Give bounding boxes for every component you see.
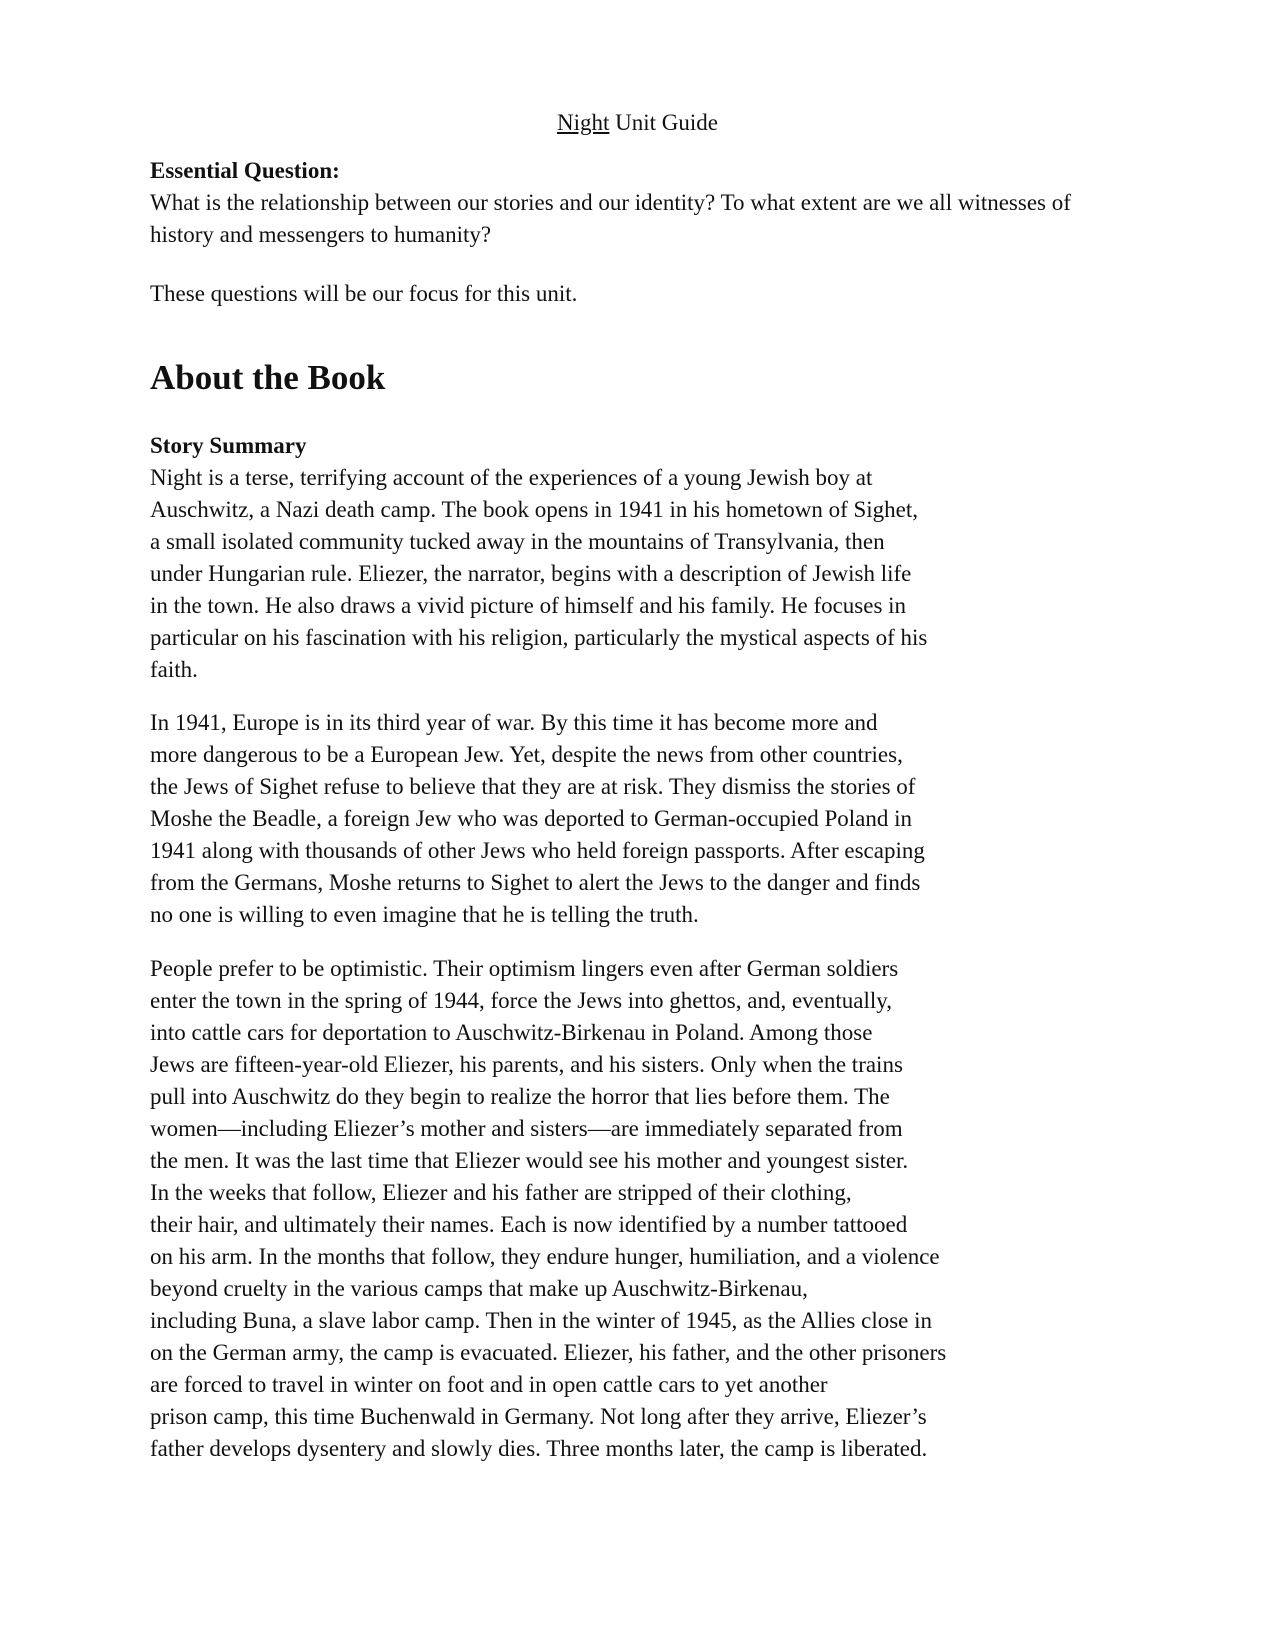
paragraph-line: the Jews of Sighet refuse to believe that they are at risk. They dismiss the stories of xyxy=(150,774,916,799)
paragraph-line: father develops dysentery and slowly dies. Three months later, the camp is liberated. xyxy=(150,1436,928,1461)
essential-question-label: Essential Question: xyxy=(150,158,340,183)
paragraph-line: are forced to travel in winter on foot and in open cattle cars to yet another xyxy=(150,1372,828,1397)
summary-paragraph-2 xyxy=(150,707,925,931)
paragraph-line: Jews are fifteen-year-old Eliezer, his parents, and his sisters. Only when the trains xyxy=(150,1052,903,1077)
paragraph-line: a small isolated community tucked away in the mountains of Transylvania, then xyxy=(150,529,885,554)
paragraph-line: on his arm. In the months that follow, they endure hunger, humiliation, and a violence xyxy=(150,1244,940,1269)
story-summary-section xyxy=(150,430,927,686)
paragraph-line: the men. It was the last time that Eliezer would see his mother and youngest sister. xyxy=(150,1148,909,1173)
paragraph-line: particular on his fascination with his religion, particularly the mystical aspects of his xyxy=(150,625,928,650)
paragraph-line: People prefer to be optimistic. Their optimism lingers even after German soldiers xyxy=(150,956,899,981)
paragraph-line: In the weeks that follow, Eliezer and his father are stripped of their clothing, xyxy=(150,1180,852,1205)
paragraph-line: no one is willing to even imagine that he is telling the truth. xyxy=(150,902,699,927)
paragraph-line: their hair, and ultimately their names. Each is now identified by a number tattooed xyxy=(150,1212,908,1237)
paragraph-line: beyond cruelty in the various camps that make up Auschwitz-Birkenau, xyxy=(150,1276,808,1301)
title-book-name: Night xyxy=(557,110,610,135)
title-rest: Unit Guide xyxy=(609,110,718,135)
essential-question-section xyxy=(150,155,1071,251)
paragraph-line: In 1941, Europe is in its third year of war. By this time it has become more and xyxy=(150,710,878,735)
paragraph-line: Moshe the Beadle, a foreign Jew who was deported to German-occupied Poland in xyxy=(150,806,912,831)
essential-question-line: What is the relationship between our stories and our identity? To what extent are we all witnesses of xyxy=(150,190,1071,215)
essential-question-line: history and messengers to humanity? xyxy=(150,222,492,247)
paragraph-line: faith. xyxy=(150,657,198,682)
focus-note-text: These questions will be our focus for this unit. xyxy=(150,281,578,306)
paragraph-line: into cattle cars for deportation to Auschwitz-Birkenau in Poland. Among those xyxy=(150,1020,873,1045)
summary-paragraph-3 xyxy=(150,953,946,1465)
summary-paragraph-1 xyxy=(150,462,927,686)
page-title xyxy=(0,108,1275,138)
paragraph-line: in the town. He also draws a vivid picture of himself and his family. He focuses in xyxy=(150,593,907,618)
paragraph-line: Night is a terse, terrifying account of the experiences of a young Jewish boy at xyxy=(150,465,873,490)
paragraph-line: from the Germans, Moshe returns to Sighet to alert the Jews to the danger and finds xyxy=(150,870,921,895)
paragraph-line: women—including Eliezer’s mother and sisters—are immediately separated from xyxy=(150,1116,903,1141)
paragraph-line: prison camp, this time Buchenwald in Germany. Not long after they arrive, Eliezer’s xyxy=(150,1404,927,1429)
story-summary-label: Story Summary xyxy=(150,433,307,458)
paragraph-line: including Buna, a slave labor camp. Then in the winter of 1945, as the Allies close in xyxy=(150,1308,933,1333)
paragraph-line: pull into Auschwitz do they begin to realize the horror that lies before them. The xyxy=(150,1084,890,1109)
paragraph-line: under Hungarian rule. Eliezer, the narrator, begins with a description of Jewish life xyxy=(150,561,912,586)
paragraph-line: Auschwitz, a Nazi death camp. The book opens in 1941 in his hometown of Sighet, xyxy=(150,497,919,522)
paragraph-line: 1941 along with thousands of other Jews who held foreign passports. After escaping xyxy=(150,838,925,863)
paragraph-line: enter the town in the spring of 1944, force the Jews into ghettos, and, eventually, xyxy=(150,988,892,1013)
about-the-book-heading: About the Book xyxy=(150,358,386,397)
paragraph-line: more dangerous to be a European Jew. Yet, despite the news from other countries, xyxy=(150,742,903,767)
focus-note xyxy=(150,278,577,310)
paragraph-line: on the German army, the camp is evacuated. Eliezer, his father, and the other prisoners xyxy=(150,1340,947,1365)
